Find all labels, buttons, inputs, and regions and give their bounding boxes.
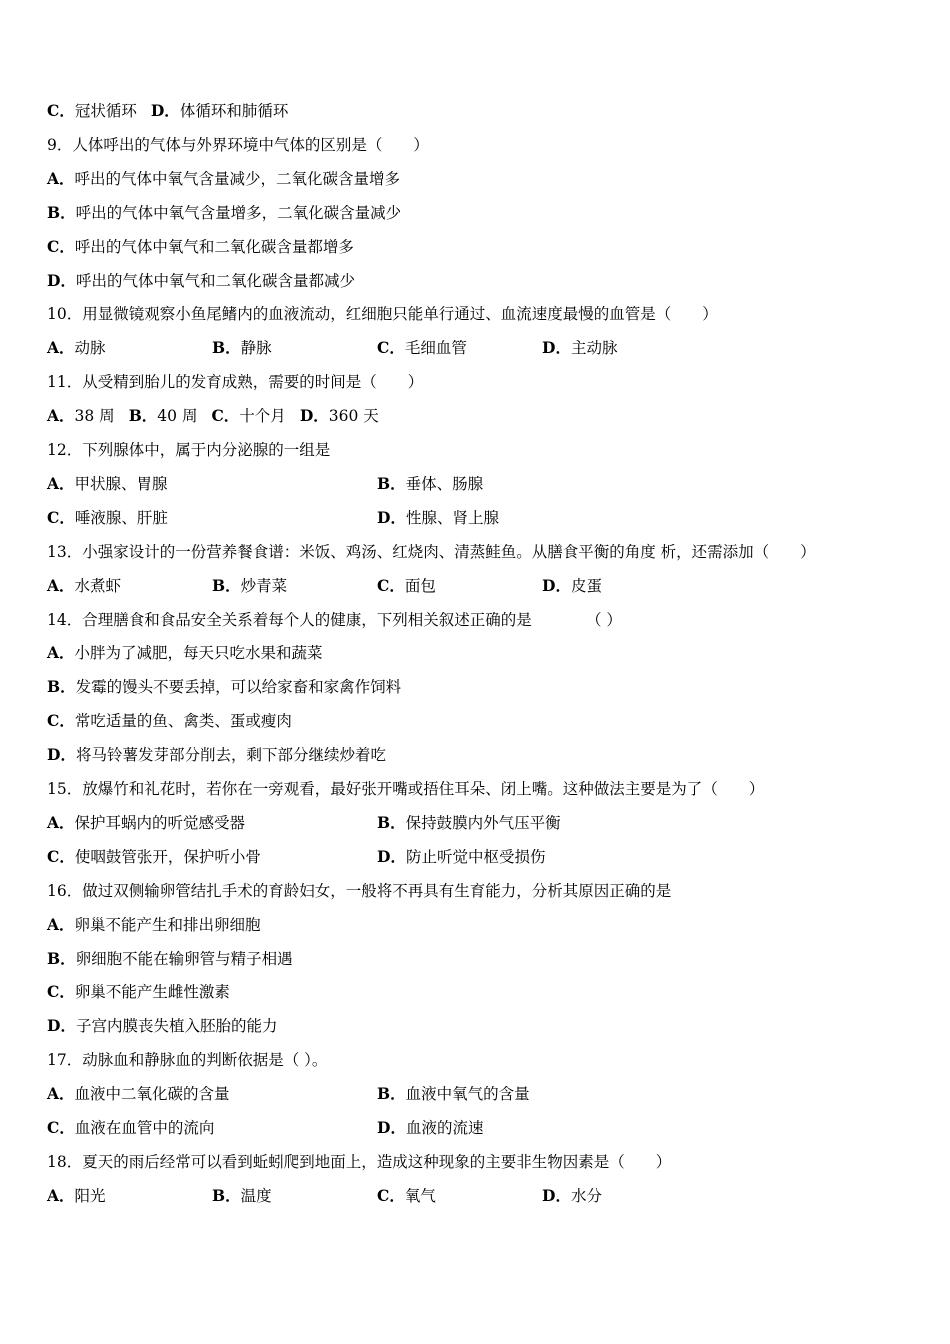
option-text: 毛细血管 [404,339,467,358]
option-text: 静脉 [240,339,272,358]
answer-option[interactable] [377,508,499,528]
option-text: 十个月 [239,407,286,426]
answer-option-line [47,711,292,731]
question-text: 10．用显微镜观察小鱼尾鳍内的血液流动，红细胞只能单行通过、血流速度最慢的血管是（ ） [47,305,718,324]
answer-option[interactable] [47,170,400,188]
option-text: 保护耳蜗内的听觉感受器 [74,813,246,832]
answer-option[interactable] [377,1186,436,1206]
answer-option-line [47,169,400,189]
option-label: C． [47,1118,75,1137]
option-label: C． [377,338,405,358]
option-label: D． [47,270,76,290]
answer-option[interactable] [47,1118,214,1138]
answer-option[interactable] [47,238,354,256]
option-label: B． [212,338,241,358]
answer-option-line [47,271,355,291]
question-text: 14．合理膳食和食品安全关系着每个人的健康，下列相关叙述正确的是 （ ） [47,610,622,629]
option-label: D． [299,406,329,426]
answer-option[interactable] [151,102,288,120]
answer-option-line [47,203,401,223]
answer-option[interactable] [129,407,198,425]
question-stem [47,779,764,799]
option-text: 小胖为了减肥，每天只吃水果和蔬菜 [74,644,323,663]
option-text: 水分 [570,1186,602,1205]
option-label: C． [47,101,75,120]
option-text: 卵巢不能产生和排出卵细胞 [74,915,261,934]
option-label: A． [47,1084,75,1104]
answer-option[interactable] [212,338,272,358]
option-label: B． [47,677,76,697]
option-text: 炒青菜 [240,576,288,595]
option-label: A． [47,1185,75,1205]
answer-option[interactable] [47,508,168,528]
option-label: A． [47,812,75,832]
answer-option[interactable] [211,407,285,425]
option-label: C． [47,711,75,731]
question-stem [47,372,423,392]
option-label: C． [47,982,75,1002]
answer-option-line [47,643,323,663]
option-text: 氧气 [404,1186,436,1205]
question-text: 9．人体呼出的气体与外界环境中气体的区别是（ ） [47,135,429,154]
answer-option[interactable] [47,847,261,867]
answer-option[interactable] [47,1084,230,1104]
option-label: D． [542,1185,571,1205]
answer-options-inline [47,101,302,121]
question-text: 17．动脉血和静脉血的判断依据是（ ）。 [47,1051,328,1070]
answer-option[interactable] [377,576,436,596]
answer-options-inline [47,406,393,426]
option-label: B． [377,812,406,832]
option-label: D． [377,507,406,527]
answer-option[interactable] [47,712,292,730]
answer-option[interactable] [542,1186,602,1206]
answer-option[interactable] [47,746,386,764]
answer-option[interactable] [47,576,121,596]
question-text: 15．放爆竹和礼花时，若你在一旁观看，最好张开嘴或捂住耳朵、闭上嘴。这种做法主要是为了（ ） [47,780,765,798]
option-text: 呼出的气体中氧气和二氧化碳含量都增多 [74,237,354,256]
option-text: 子宫内膜丧失植入胚胎的能力 [75,1017,278,1036]
option-label: D． [377,846,406,866]
option-text: 血液中氧气的含量 [405,1085,530,1104]
option-text: 呼出的气体中氧气和二氧化碳含量都减少 [75,271,355,290]
option-text: 呼出的气体中氧气含量增多，二氧化碳含量减少 [75,203,402,222]
option-label: D． [377,1118,406,1137]
option-text: 卵巢不能产生雌性激素 [74,983,230,1002]
answer-option[interactable] [300,407,379,425]
option-label: B． [47,202,76,222]
option-label: C． [211,406,240,426]
answer-option[interactable] [377,474,483,494]
question-stem [47,135,429,155]
option-text: 发霉的馒头不要丢掉，可以给家畜和家禽作饲料 [75,678,402,697]
answer-option[interactable] [377,847,545,867]
question-stem [47,881,671,901]
answer-option[interactable] [377,1118,483,1138]
answer-option[interactable] [542,576,602,596]
option-label: A． [47,914,75,934]
answer-option[interactable] [47,813,245,833]
option-label: A． [47,473,75,493]
option-label: B． [47,948,76,968]
answer-option[interactable] [212,576,287,596]
option-text: 阳光 [74,1186,106,1205]
option-label: D． [542,338,571,358]
answer-option[interactable] [377,1084,530,1104]
option-text: 38 周 [74,407,115,426]
option-text: 将马铃薯发芽部分削去，剩下部分继续炒着吃 [75,746,386,765]
option-label: A． [47,575,75,595]
option-text: 保持鼓膜内外气压平衡 [405,813,561,832]
option-label: D． [47,745,76,765]
option-label: B． [212,575,241,595]
answer-option[interactable] [47,678,401,696]
option-text: 防止听觉中枢受损伤 [405,847,546,866]
option-text: 呼出的气体中氧气含量减少，二氧化碳含量增多 [74,169,401,188]
question-stem [47,1152,671,1172]
option-text: 40 周 [157,407,198,426]
option-text: 血液在血管中的流向 [74,1119,215,1137]
option-label: B． [377,473,406,493]
option-text: 卵细胞不能在输卵管与精子相遇 [75,949,293,968]
option-label: C． [377,575,405,595]
option-label: A． [47,406,75,426]
option-text: 体循环和肺循环 [179,102,289,120]
answer-option[interactable] [542,338,617,358]
option-label: B． [212,1185,241,1205]
answer-option[interactable] [47,983,230,1001]
answer-option-line [47,745,386,765]
option-text: 甲状腺、胃腺 [74,474,168,493]
option-text: 血液的流速 [405,1119,484,1137]
question-stem [47,610,622,630]
question-stem [47,1050,327,1070]
option-text: 水煮虾 [74,576,122,595]
option-text: 使咽鼓管张开，保护听小骨 [74,847,261,866]
option-label: C． [377,1185,405,1205]
option-text: 360 天 [328,407,379,426]
answer-option-line [47,982,230,1002]
option-label: D． [150,101,180,120]
answer-option[interactable] [47,1186,106,1206]
option-text: 性腺、肾上腺 [405,508,499,527]
answer-option[interactable] [377,338,467,358]
question-stem [47,542,816,562]
option-text: 温度 [240,1186,272,1205]
question-stem [47,440,330,460]
answer-option-line [47,237,354,257]
option-label: C． [47,236,75,256]
option-label: A． [47,643,75,663]
answer-option-line [47,1016,277,1036]
option-text: 垂体、肠腺 [405,474,484,493]
option-label: D． [542,575,571,595]
question-text: 16．做过双侧输卵管结扎手术的育龄妇女，一般将不再具有生育能力，分析其原因正确的是 [47,881,672,900]
question-text: 11．从受精到胎儿的发育成熟，需要的时间是（ ） [47,373,424,392]
option-text: 主动脉 [570,339,618,358]
question-text: 18．夏天的雨后经常可以看到蚯蚓爬到地面上，造成这种现象的主要非生物因素是（ ） [47,1152,672,1171]
question-text: 12．下列腺体中，属于内分泌腺的一组是 [47,441,331,459]
option-label: D． [47,1016,76,1036]
answer-option[interactable] [47,407,115,425]
option-label: C． [47,507,75,527]
answer-option[interactable] [47,644,323,662]
option-text: 动脉 [74,339,106,358]
answer-option[interactable] [47,338,106,358]
option-label: B． [128,406,158,426]
answer-option[interactable] [47,204,401,222]
option-label: B． [377,1084,406,1104]
option-text: 唾液腺、肝脏 [74,508,168,527]
option-text: 血液中二氧化碳的含量 [74,1085,230,1104]
answer-option-line [47,915,261,935]
option-text: 面包 [404,576,436,595]
option-label: A． [47,168,75,188]
question-stem [47,304,718,324]
answer-option-line [47,949,293,969]
answer-option[interactable] [47,474,168,494]
option-label: C． [47,846,75,866]
answer-option[interactable] [377,813,561,833]
answer-option[interactable] [47,916,261,934]
answer-option[interactable] [47,950,293,968]
answer-option[interactable] [47,272,355,290]
option-text: 常吃适量的鱼、禽类、蛋或瘦肉 [74,712,292,731]
answer-option[interactable] [212,1186,272,1206]
option-text: 冠状循环 [74,102,137,120]
question-text: 13．小强家设计的一份营养餐食谱：米饭、鸡汤、红烧肉、清蒸鲑鱼。从膳食平衡的角度 析，还需添加（ ） [47,542,816,561]
option-label: A． [47,338,75,358]
answer-option[interactable] [47,102,137,120]
answer-option-line [47,677,401,697]
answer-option[interactable] [47,1017,277,1035]
option-text: 皮蛋 [570,576,602,595]
